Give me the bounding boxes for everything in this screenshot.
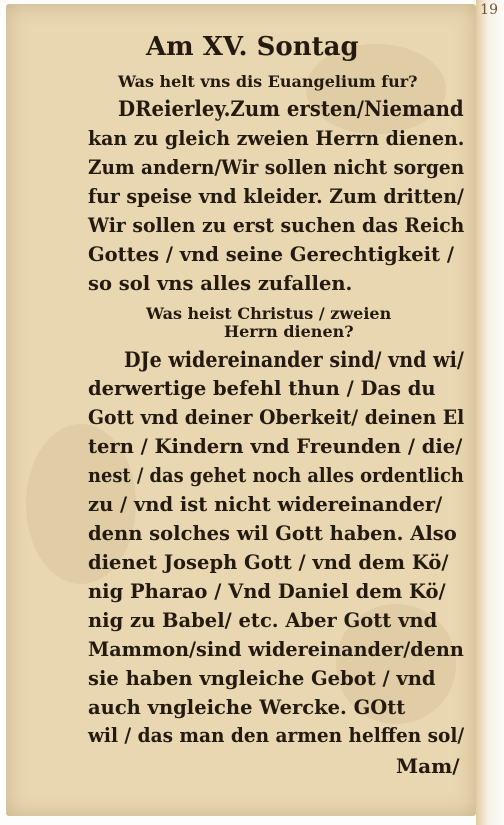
- running-head: Am XV. Sontag: [146, 32, 359, 62]
- answer-1-line: DReierley.Zum ersten/Niemand: [118, 96, 464, 121]
- answer-2-line: Mammon/sind widereinander/denn: [88, 638, 464, 661]
- answer-1-line: kan zu gleich zweien Herrn dienen.: [88, 127, 465, 150]
- answer-1-line: Zum andern/Wir sollen nicht sorgen: [88, 156, 465, 179]
- answer-2-line: derwertige befehl thun / Das du: [88, 377, 436, 400]
- answer-2-line: DJe widereinander sind/ vnd wi/: [124, 347, 464, 372]
- catchword: Mam/: [396, 754, 460, 778]
- question-2-line: Herrn dienen?: [224, 322, 354, 341]
- answer-2-line: sie haben vngleiche Gebot / vnd: [88, 667, 436, 690]
- answer-2-line: wil / das man den armen helffen sol/: [88, 724, 465, 747]
- answer-2-line: tern / Kindern vnd Freunden / die/: [88, 435, 463, 458]
- answer-2-line: zu / vnd ist nicht widereinander/: [88, 493, 443, 516]
- paper-sheet: [6, 4, 476, 816]
- answer-1-line: Gottes / vnd seine Gerechtigkeit /: [88, 243, 454, 266]
- edge-page-number: 19: [480, 2, 498, 18]
- answer-2-line: denn solches wil Gott haben. Also: [88, 522, 457, 545]
- answer-2-line: nest / das gehet noch alles ordentlich: [88, 464, 464, 487]
- question-2-line: Was heist Christus / zweien: [146, 304, 392, 323]
- next-page-edge: [476, 0, 504, 825]
- answer-1-line: fur speise vnd kleider. Zum dritten/: [88, 185, 464, 208]
- answer-2-line: nig Pharao / Vnd Daniel dem Kö/: [88, 580, 446, 603]
- question-1: Was helt vns dis Euangelium fur?: [118, 72, 418, 91]
- answer-2-line: nig zu Babel/ etc. Aber Gott vnd: [88, 609, 438, 632]
- answer-1-line: so sol vns alles zufallen.: [88, 272, 353, 295]
- answer-2-line: dienet Joseph Gott / vnd dem Kö/: [88, 551, 449, 574]
- answer-1-line: Wir sollen zu erst suchen das Reich: [88, 214, 465, 237]
- answer-2-line: auch vngleiche Wercke. GOtt: [88, 696, 406, 719]
- answer-2-line: Gott vnd deiner Oberkeit/ deinen El: [88, 406, 465, 429]
